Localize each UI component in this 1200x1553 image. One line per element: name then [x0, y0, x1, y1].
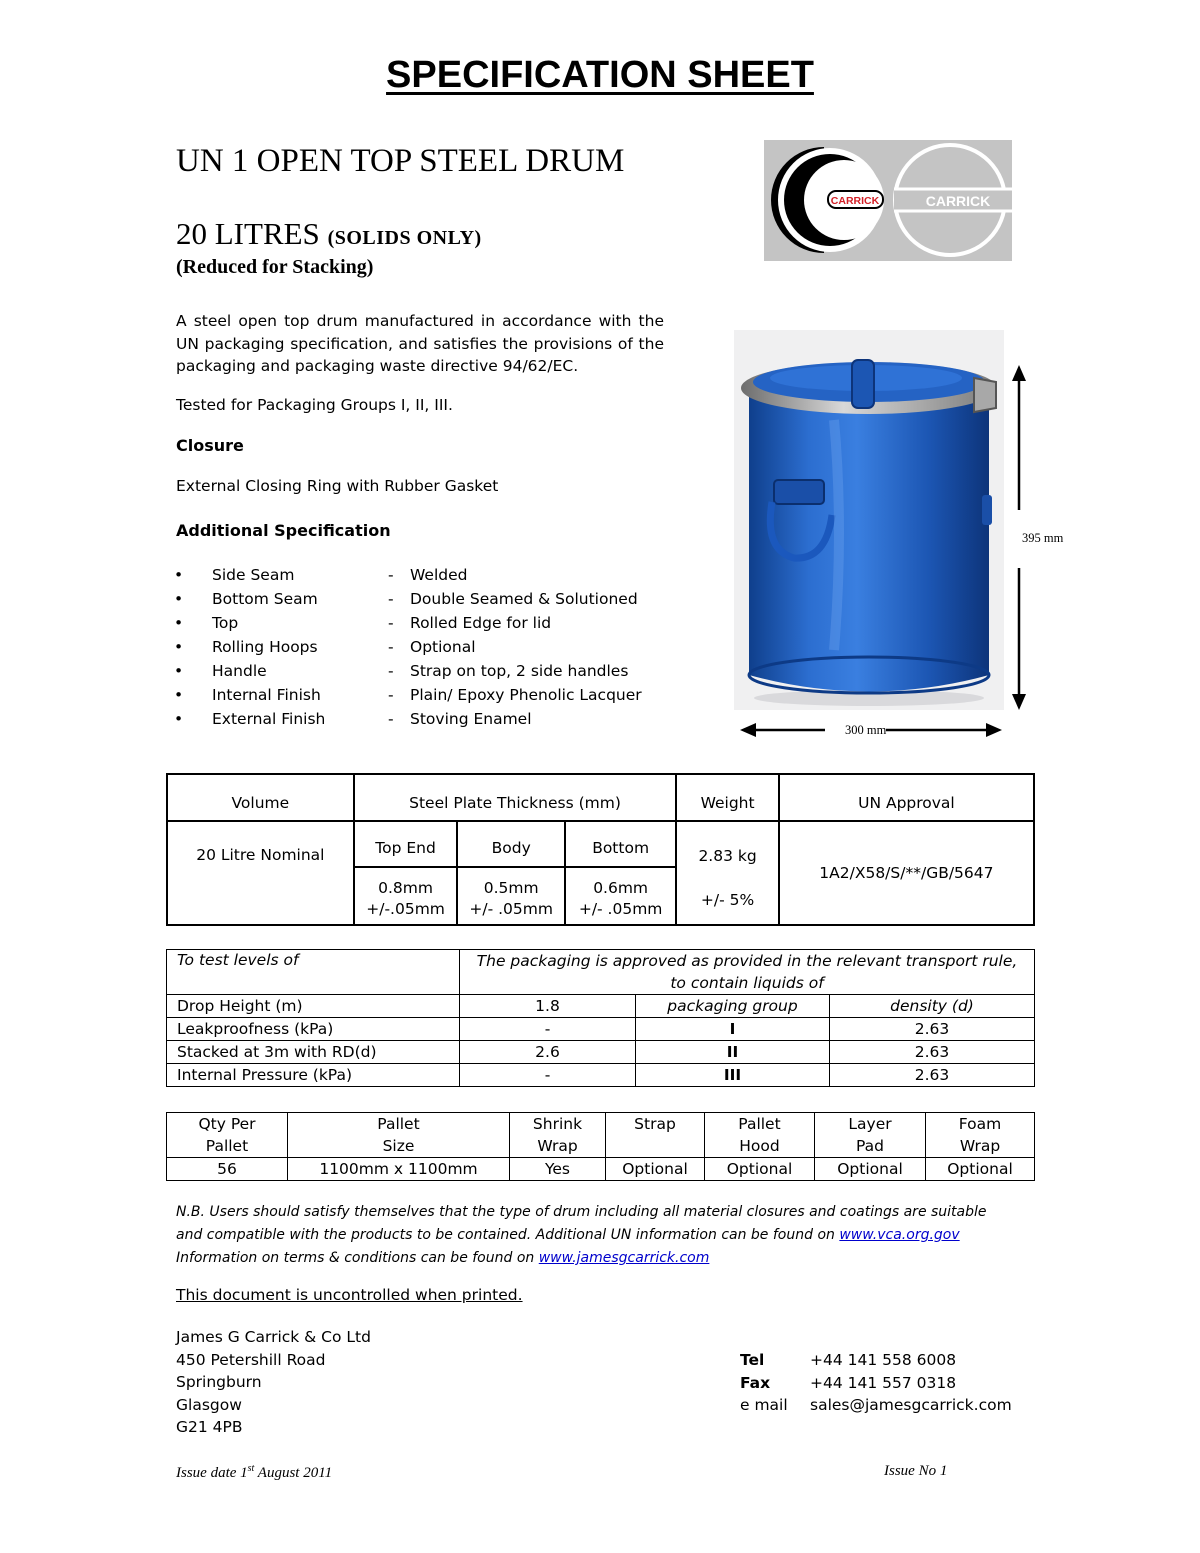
spec-label: Side Seam: [212, 566, 295, 584]
table-row: [167, 1018, 1035, 1041]
table-row: [167, 821, 1034, 867]
test-value: 1.8: [460, 995, 636, 1018]
issue-date-suffix: August 2011: [254, 1465, 333, 1481]
stacking-note: (Reduced for Stacking): [176, 256, 374, 278]
spec-label: Rolling Hoops: [212, 638, 318, 656]
closure-heading: Closure: [176, 436, 244, 455]
drum-photo: [734, 330, 1004, 710]
spec-label: Bottom Seam: [212, 590, 318, 608]
list-item: [170, 662, 670, 686]
body-value: 0.5mm: [483, 879, 539, 897]
test-head-right-line2: to contain liquids of: [670, 974, 824, 992]
pallet-header-line1: Strap: [634, 1115, 676, 1133]
body-tolerance: +/- .05mm: [469, 900, 553, 918]
list-item: [170, 614, 670, 638]
additional-spec-heading: Additional Specification: [176, 521, 391, 540]
spec-dash: -: [388, 662, 394, 680]
nb-line3: [176, 1247, 1026, 1270]
cell-weight: [676, 821, 779, 925]
test-levels-table: [166, 949, 1035, 1087]
test-label: Drop Height (m): [167, 995, 460, 1018]
drum-illustration: [734, 330, 1004, 710]
test-group: I: [636, 1018, 830, 1041]
bullet: •: [174, 638, 184, 656]
tel-label: Tel: [740, 1351, 765, 1369]
issue-date-prefix: Issue date 1: [176, 1465, 248, 1481]
pallet-header: [705, 1113, 815, 1158]
fax-label: Fax: [740, 1373, 771, 1392]
address-line: 450 Petershill Road: [176, 1350, 326, 1369]
bottom-tolerance: +/- .05mm: [578, 900, 663, 918]
table-row: [167, 950, 1035, 995]
list-item: [170, 686, 670, 710]
pallet-header-line2: Wrap: [959, 1137, 1001, 1155]
test-density: density (d): [830, 995, 1035, 1018]
spec-value: Stoving Enamel: [410, 710, 532, 728]
carrick-logo: [764, 140, 1012, 261]
pallet-value: Optional: [815, 1158, 926, 1181]
address-line: James G Carrick & Co Ltd: [176, 1328, 371, 1346]
pallet-header: [815, 1113, 926, 1158]
packaging-groups: Tested for Packaging Groups I, II, III.: [176, 396, 453, 414]
header-approval: UN Approval: [779, 774, 1034, 821]
pallet-header-line2: Pallet: [205, 1137, 249, 1155]
address-line: Springburn: [176, 1373, 262, 1392]
top-end-tolerance: +/-.05mm: [366, 900, 445, 918]
spec-label: Handle: [212, 662, 267, 680]
bullet: •: [174, 662, 184, 680]
nb-disclaimer: [176, 1201, 1026, 1270]
width-dimension: 300 mm: [845, 723, 887, 737]
uncontrolled-notice: This document is uncontrolled when printed.: [176, 1286, 523, 1304]
additional-spec-list: [170, 566, 670, 734]
nb-line1: N.B. Users should satisfy themselves that the type of drum including all material closures and coatings are suitable: [176, 1204, 987, 1220]
cell-bottom: [565, 867, 676, 925]
bullet: •: [174, 614, 184, 632]
sub-bottom: Bottom: [565, 821, 676, 867]
bullet: •: [174, 590, 184, 608]
address-line: G21 4PB: [176, 1418, 243, 1437]
pallet-header-line1: Layer: [848, 1115, 892, 1133]
carrick-logo-mark: [764, 140, 1012, 261]
list-item: [170, 710, 670, 734]
email-value: sales@jamesgcarrick.com: [810, 1396, 1012, 1415]
cell-top-end: [354, 867, 458, 925]
test-head-right-line1: The packaging is approved as provided in the relevant transport rule,: [476, 952, 1018, 970]
table-row: [167, 995, 1035, 1018]
spec-value: Strap on top, 2 side handles: [410, 662, 629, 680]
capacity: [176, 216, 482, 252]
spec-value: Optional: [410, 638, 476, 656]
pallet-header-line1: Pallet: [377, 1115, 420, 1133]
test-group: III: [636, 1064, 830, 1087]
list-item: [170, 566, 670, 590]
pallet-header-line2: Pad: [856, 1137, 884, 1155]
pallet-header-line1: Qty Per: [198, 1115, 256, 1133]
width-arrowhead-right: [986, 723, 1002, 737]
test-value: 2.6: [460, 1041, 636, 1064]
test-label: Leakproofness (kPa): [167, 1018, 460, 1041]
sheet-title: SPECIFICATION SHEET: [386, 54, 814, 96]
weight-tolerance: +/- 5%: [700, 891, 755, 909]
pallet-value: Yes: [510, 1158, 606, 1181]
spec-dash: -: [388, 638, 394, 656]
fax-value: +44 141 557 0318: [810, 1373, 957, 1392]
capacity-value: 20 LITRES: [176, 216, 320, 251]
logo-text-red: CARRICK: [830, 195, 880, 207]
drum-body: [749, 392, 989, 692]
bullet: •: [174, 710, 184, 728]
contact-fax: [740, 1372, 1012, 1395]
cell-approval: 1A2/X58/S/**/GB/5647: [779, 821, 1034, 925]
spec-dash: -: [388, 710, 394, 728]
spec-dash: -: [388, 590, 394, 608]
table-row: [167, 1158, 1035, 1181]
pallet-header: [510, 1113, 606, 1158]
spec-value: Welded: [410, 566, 468, 584]
contact-details: [740, 1349, 1012, 1417]
pallet-header-line2: Hood: [739, 1137, 780, 1155]
address-line: Glasgow: [176, 1395, 242, 1414]
pallet-header-line1: Shrink: [532, 1115, 583, 1133]
test-group: packaging group: [636, 995, 830, 1018]
email-label: e mail: [740, 1396, 788, 1415]
sub-top-end: Top End: [354, 821, 458, 867]
test-density: 2.63: [830, 1064, 1035, 1087]
table-row: [167, 1064, 1035, 1087]
pallet-header-line1: Foam: [958, 1115, 1002, 1133]
contact-email: [740, 1394, 1012, 1417]
table-row: [167, 1041, 1035, 1064]
issue-date: [176, 1463, 332, 1482]
test-value: -: [460, 1064, 636, 1087]
test-group: II: [636, 1041, 830, 1064]
pallet-value: 56: [167, 1158, 288, 1181]
pallet-header-line2: Wrap: [537, 1137, 578, 1155]
weight-value: 2.83 kg: [698, 847, 757, 865]
ring-clamp: [974, 378, 996, 412]
width-arrowhead-left: [740, 723, 756, 737]
top-end-value: 0.8mm: [378, 879, 433, 897]
test-density: 2.63: [830, 1041, 1035, 1064]
nb-line2-text: and compatible with the products to be contained. Additional UN information can be found on: [176, 1227, 835, 1243]
side-handle-bracket: [774, 480, 824, 504]
logo-text-white: CARRICK: [925, 193, 991, 209]
height-arrowhead-top: [1012, 365, 1026, 381]
vca-link[interactable]: www.vca.org.gov: [839, 1227, 960, 1243]
closure-text: External Closing Ring with Rubber Gasket: [176, 477, 499, 495]
carrick-link[interactable]: www.jamesgcarrick.com: [538, 1250, 710, 1266]
spec-label: Top: [212, 614, 239, 632]
spec-label: External Finish: [212, 710, 326, 728]
nb-line2: [176, 1224, 1026, 1247]
pallet-value: Optional: [606, 1158, 705, 1181]
contact-tel: [740, 1349, 1012, 1372]
spec-value: Rolled Edge for lid: [410, 614, 552, 632]
list-item: [170, 638, 670, 662]
bottom-value: 0.6mm: [593, 879, 649, 897]
pallet-header-line1: Pallet: [738, 1115, 781, 1133]
drum-highlight: [834, 420, 839, 650]
spec-label: Internal Finish: [212, 686, 321, 704]
test-density: 2.63: [830, 1018, 1035, 1041]
pallet-header: [926, 1113, 1035, 1158]
pallet-header: [606, 1113, 705, 1158]
tel-value: +44 141 558 6008: [810, 1351, 957, 1369]
pallet-value: 1100mm x 1100mm: [288, 1158, 510, 1181]
product-name: UN 1 OPEN TOP STEEL DRUM: [176, 143, 625, 179]
pallet-value: Optional: [705, 1158, 815, 1181]
bullet: •: [174, 566, 184, 584]
test-head-left: To test levels of: [167, 950, 460, 995]
issue-number: Issue No 1: [884, 1463, 948, 1479]
pallet-header-line2: Size: [382, 1137, 415, 1155]
capacity-note: (SOLIDS ONLY): [327, 227, 482, 249]
header-thickness: Steel Plate Thickness (mm): [354, 774, 677, 821]
spec-table: [166, 773, 1035, 926]
company-address: [176, 1326, 371, 1439]
test-head-right: [460, 950, 1035, 995]
pallet-header: [167, 1113, 288, 1158]
test-value: -: [460, 1018, 636, 1041]
issue-date-sup: st: [247, 1463, 255, 1474]
spec-value: Double Seamed & Solutioned: [410, 590, 638, 608]
test-label: Stacked at 3m with RD(d): [167, 1041, 460, 1064]
test-label: Internal Pressure (kPa): [167, 1064, 460, 1087]
list-item: [170, 590, 670, 614]
intro-paragraph: A steel open top drum manufactured in accordance with the UN packaging specification, and satisfies the provisions of the packaging and packaging waste directive 94/62/EC.: [176, 312, 664, 375]
nb-line3-text: Information on terms & conditions can be found on: [176, 1250, 535, 1266]
pallet-value: Optional: [926, 1158, 1035, 1181]
cell-body: [457, 867, 564, 925]
spec-value: Plain/ Epoxy Phenolic Lacquer: [410, 686, 642, 704]
spec-dash: -: [388, 566, 394, 584]
height-arrowhead-bottom: [1012, 694, 1026, 710]
lid-strap-handle: [852, 360, 874, 408]
pallet-header: [288, 1113, 510, 1158]
table-row: [167, 1113, 1035, 1158]
cell-volume: 20 Litre Nominal: [167, 821, 354, 925]
table-row: [167, 774, 1034, 821]
header-weight: Weight: [676, 774, 779, 821]
bullet: •: [174, 686, 184, 704]
height-dimension: 395 mm: [1022, 531, 1064, 545]
sub-body: Body: [457, 821, 564, 867]
spec-dash: -: [388, 614, 394, 632]
side-handle-right: [982, 495, 992, 525]
pallet-table: [166, 1112, 1035, 1181]
spec-dash: -: [388, 686, 394, 704]
header-volume: Volume: [167, 774, 354, 821]
